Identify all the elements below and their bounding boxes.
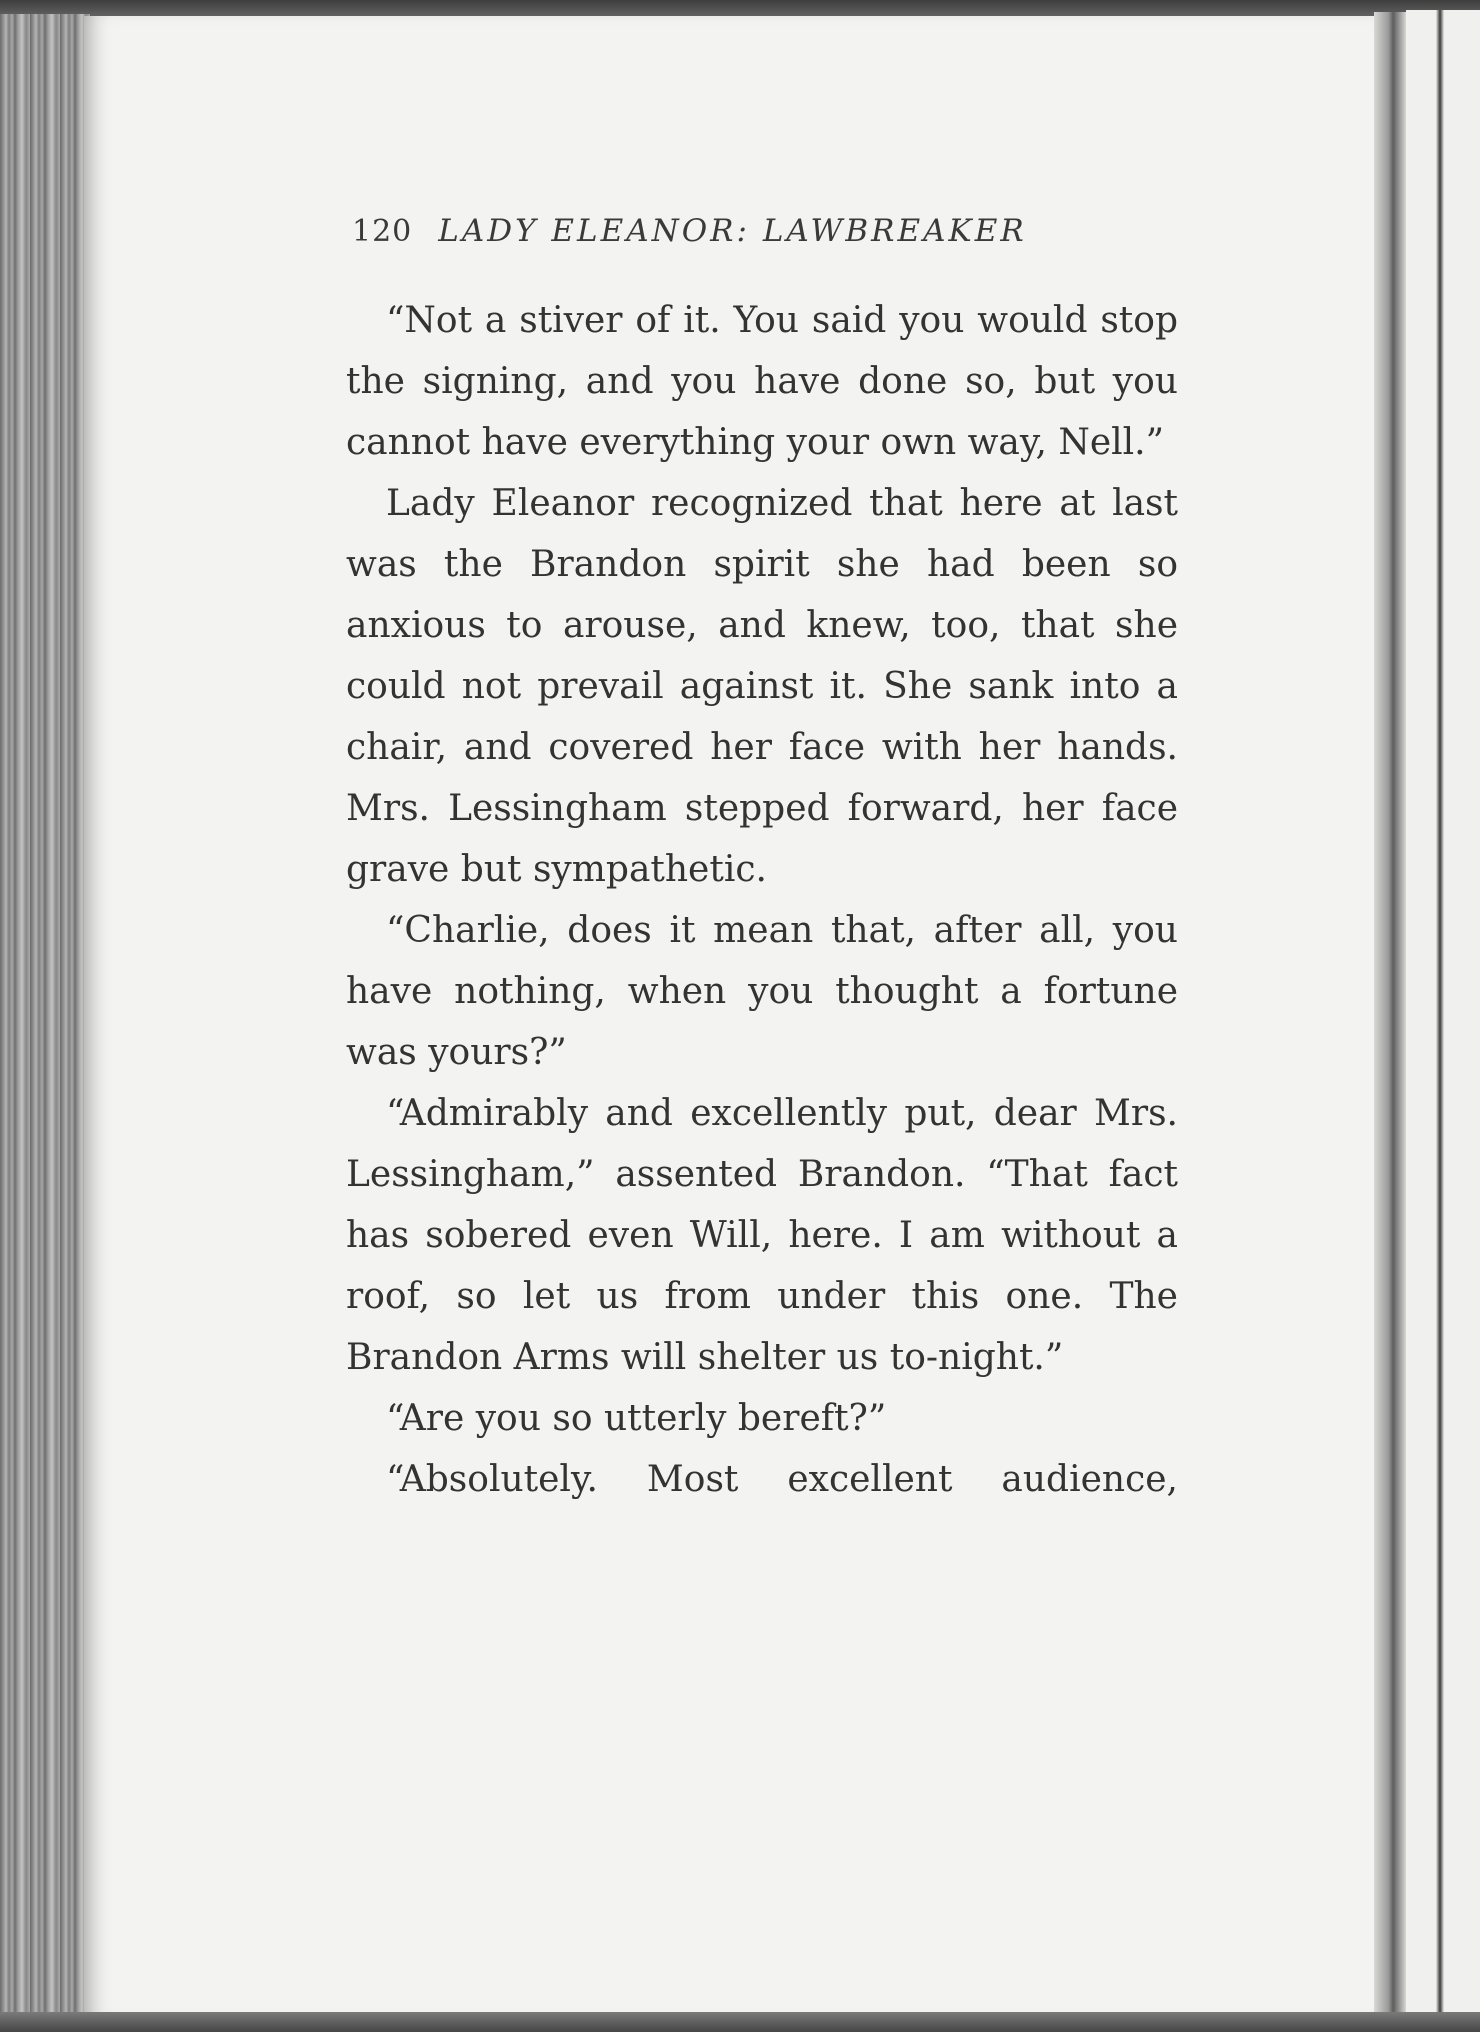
running-head xyxy=(352,213,1152,253)
page-number: 120 xyxy=(352,214,413,249)
paragraph: Lady Eleanor recognized that here at last was the Brandon spirit she had been so anxious to arouse, and knew, too, that she could not prevail against it. She sank into a chair, and covered her face with her hands. Mrs. Lessingham stepped forward, her face grave but sympathetic. xyxy=(346,483,1178,890)
paragraph: “Are you so utterly bereft?” xyxy=(386,1398,887,1439)
paragraph: “Charlie, does it mean that, after all, you have nothing, when you thought a fortune was yours?” xyxy=(346,910,1178,1073)
page-edges xyxy=(0,14,90,2026)
book-gutter xyxy=(1374,12,1406,2022)
paragraph: “Absolutely. Most excellent audience, xyxy=(386,1459,1178,1500)
paragraph: “Admirably and excellently put, dear Mrs. Lessingham,” assented Brandon. “That fact has sobered even Will, here. I am without a roof, so let us from under this one. The Brandon Arms will shelter us to-night.” xyxy=(346,1093,1178,1378)
book-title: LADY ELEANOR: LAWBREAKER xyxy=(438,213,1027,249)
body-text xyxy=(346,290,1178,1510)
facing-page-edge xyxy=(1436,10,1444,2024)
scan-bottom-shadow xyxy=(0,2012,1480,2032)
paragraph: “Not a stiver of it. You said you would stop the signing, and you have done so, but you cannot have everything your own way, Nell.” xyxy=(346,300,1178,463)
